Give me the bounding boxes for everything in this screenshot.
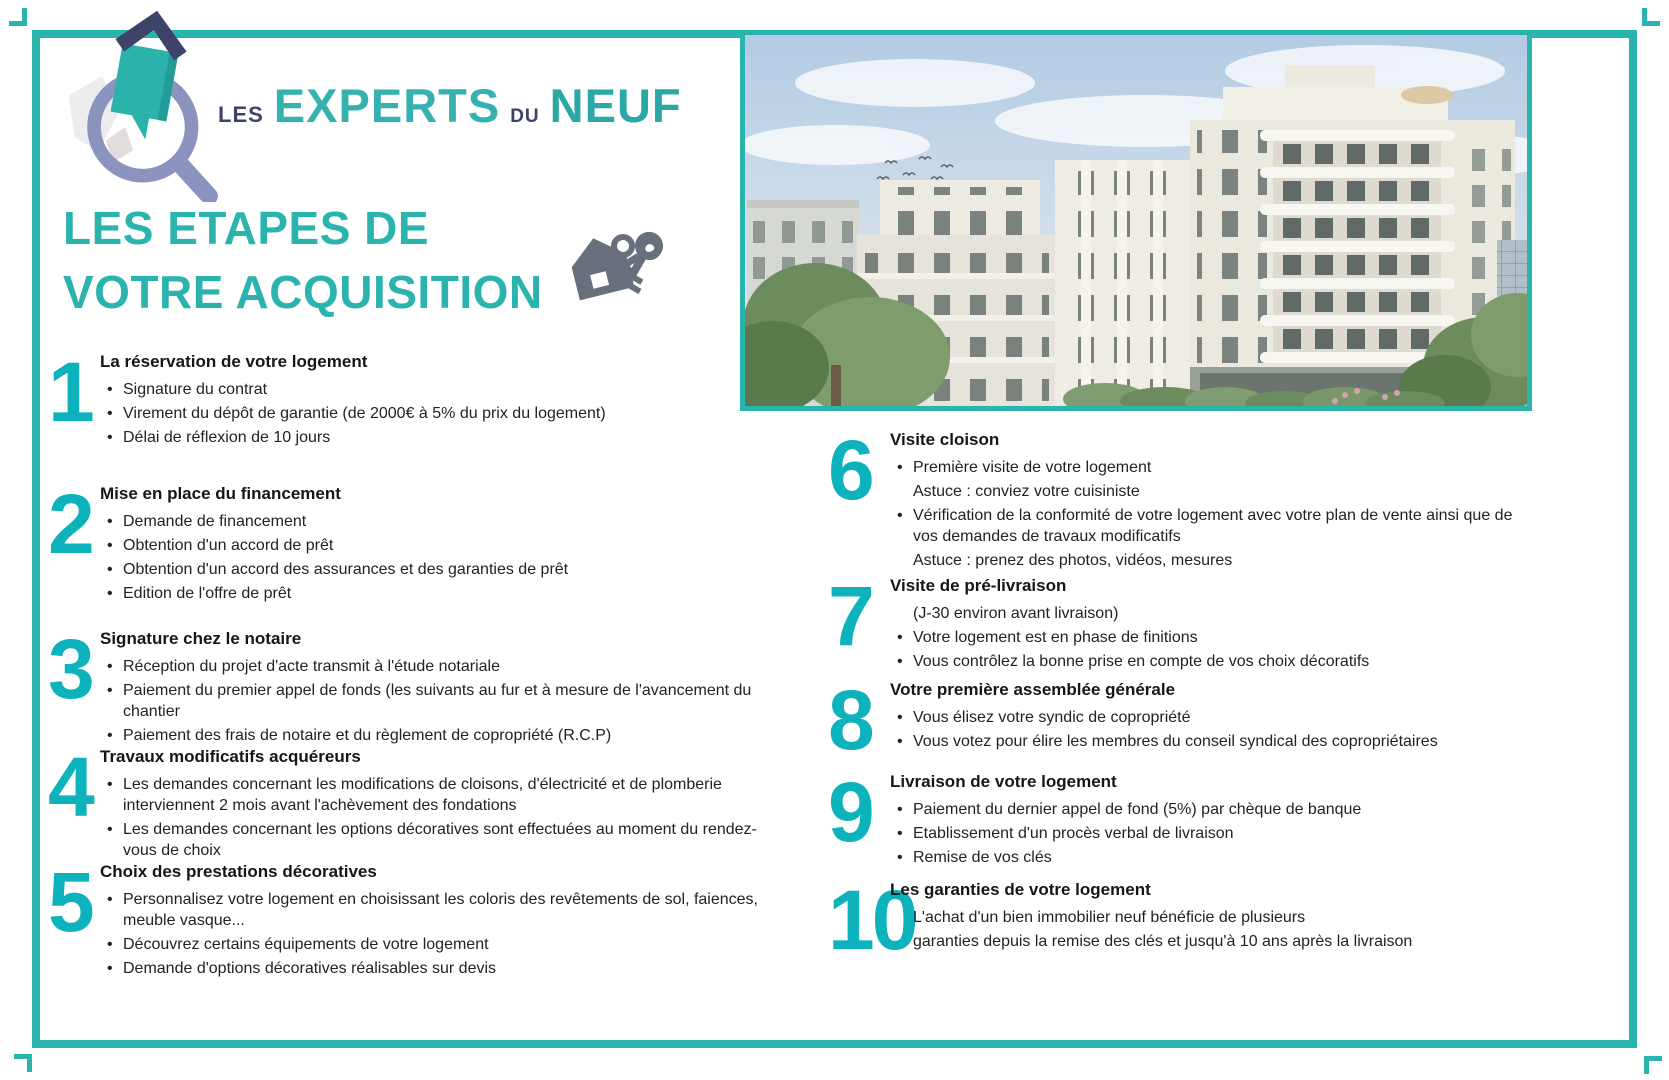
step-7-content xyxy=(890,576,1515,675)
step-10-number: 10 xyxy=(828,873,916,967)
building-illustration xyxy=(745,35,1527,406)
bullet-icon: • xyxy=(107,429,113,446)
step-8-item-2-text: Vous votez pour élire les membres du conseil syndical des copropriétaires xyxy=(913,733,1438,750)
step-2-item-4 xyxy=(100,583,790,604)
step-6-number: 6 xyxy=(828,423,872,517)
step-3-item-2 xyxy=(100,680,790,722)
step-1 xyxy=(48,345,790,451)
step-5 xyxy=(48,855,790,982)
bullet-icon: • xyxy=(107,960,113,977)
step-2-item-2-text: Obtention d'un accord de prêt xyxy=(123,537,334,554)
step-10-item-2 xyxy=(890,931,1515,952)
step-3-item-3 xyxy=(100,725,790,746)
bullet-icon: • xyxy=(897,733,903,750)
step-5-item-2 xyxy=(100,934,790,955)
step-2-content xyxy=(100,484,790,607)
step-9 xyxy=(828,765,1515,871)
step-1-item-2-text: Virement du dépôt de garantie (de 2000€ à 5% du prix du logement) xyxy=(123,405,606,422)
step-2 xyxy=(48,477,790,607)
step-3-item-3-text: Paiement des frais de notaire et du règlement de copropriété (R.C.P) xyxy=(123,727,612,744)
step-10-item-2-text: garanties depuis la remise des clés et jusqu'à 10 ans après la livraison xyxy=(913,933,1413,950)
bullet-icon: • xyxy=(897,629,903,646)
step-9-item-3-text: Remise de vos clés xyxy=(913,849,1052,866)
step-4-item-2-text: Les demandes concernant les options décoratives sont effectuées au moment du rendez-vous de choix xyxy=(123,821,757,859)
step-4-item-1 xyxy=(100,774,790,816)
step-6-content xyxy=(890,430,1515,574)
step-9-item-1-text: Paiement du dernier appel de fond (5%) par chèque de banque xyxy=(913,801,1362,818)
step-1-heading: La réservation de votre logement xyxy=(100,352,368,371)
step-9-item-2 xyxy=(890,823,1515,844)
step-5-number: 5 xyxy=(48,855,92,949)
logo-text xyxy=(218,78,682,133)
step-7-item-1 xyxy=(890,603,1515,624)
step-5-content xyxy=(100,862,790,982)
logo-du: DU xyxy=(510,106,540,127)
step-7-number: 7 xyxy=(828,569,872,663)
step-5-item-1-text: Personnalisez votre logement en choisissant les coloris des revêtements de sol, faiences, meuble vasque... xyxy=(123,891,758,929)
bullet-icon: • xyxy=(897,653,903,670)
bullet-icon: • xyxy=(107,936,113,953)
step-9-heading: Livraison de votre logement xyxy=(890,772,1117,791)
house-keys-icon xyxy=(560,218,672,310)
bullet-icon: • xyxy=(897,709,903,726)
bullet-icon: • xyxy=(107,891,113,908)
step-6-item-4 xyxy=(890,550,1515,571)
page-title-line2: VOTRE ACQUISITION xyxy=(63,266,543,318)
step-8-number: 8 xyxy=(828,673,872,767)
corner-mark-bottom-left xyxy=(14,1054,32,1072)
step-4 xyxy=(48,740,790,864)
logo xyxy=(50,0,710,200)
step-5-heading: Choix des prestations décoratives xyxy=(100,862,377,881)
step-4-item-2 xyxy=(100,819,790,861)
bullet-icon: • xyxy=(897,459,903,476)
bullet-icon: • xyxy=(107,682,113,699)
step-9-item-3 xyxy=(890,847,1515,868)
bullet-icon: • xyxy=(107,405,113,422)
step-8-item-1-text: Vous élisez votre syndic de copropriété xyxy=(913,709,1191,726)
step-1-item-1-text: Signature du contrat xyxy=(123,381,268,398)
step-4-number: 4 xyxy=(48,740,92,834)
step-8-heading: Votre première assemblée générale xyxy=(890,680,1176,699)
corner-mark-top-left xyxy=(9,8,27,26)
page-title xyxy=(63,196,543,324)
step-2-item-3 xyxy=(100,559,790,580)
bullet-icon: • xyxy=(107,658,113,675)
step-2-item-1 xyxy=(100,511,790,532)
corner-mark-bottom-right xyxy=(1644,1056,1662,1074)
step-4-item-1-text: Les demandes concernant les modifications de cloisons, d'électricité et de plomberie interviennent 2 mois avant l'achèvement des fondations xyxy=(123,776,722,814)
step-2-item-4-text: Edition de l'offre de prêt xyxy=(123,585,292,602)
step-9-item-1 xyxy=(890,799,1515,820)
step-6-item-3 xyxy=(890,505,1515,547)
step-1-item-3 xyxy=(100,427,790,448)
step-7 xyxy=(828,569,1515,675)
step-10-item-1 xyxy=(890,907,1515,928)
logo-neuf: NEUF xyxy=(549,79,682,132)
bullet-icon: • xyxy=(107,537,113,554)
step-10-item-1-text: L'achat d'un bien immobilier neuf bénéficie de plusieurs xyxy=(913,909,1306,926)
step-3-number: 3 xyxy=(48,622,92,716)
bullet-icon: • xyxy=(897,825,903,842)
step-7-item-2 xyxy=(890,627,1515,648)
bullet-icon: • xyxy=(107,821,113,838)
step-1-number: 1 xyxy=(48,345,92,439)
step-1-item-1 xyxy=(100,379,790,400)
step-1-item-2 xyxy=(100,403,790,424)
step-10-heading: Les garanties de votre logement xyxy=(890,880,1151,899)
step-5-item-3 xyxy=(100,958,790,979)
step-1-item-3-text: Délai de réflexion de 10 jours xyxy=(123,429,331,446)
step-6-item-1 xyxy=(890,457,1515,478)
page-title-line1: LES ETAPES DE xyxy=(63,202,430,254)
step-6 xyxy=(828,423,1515,574)
house-magnifier-icon xyxy=(52,2,220,202)
step-10-content xyxy=(890,880,1515,955)
step-9-content xyxy=(890,772,1515,871)
step-10 xyxy=(828,873,1515,967)
step-6-item-3-text: Vérification de la conformité de votre logement avec votre plan de vente ainsi que de vos demandes de travaux modificatifs xyxy=(913,507,1513,545)
step-3-item-2-text: Paiement du premier appel de fonds (les suivants au fur et à mesure de l'avancement du chantier xyxy=(123,682,752,720)
building-photo xyxy=(740,30,1532,411)
step-6-heading: Visite cloison xyxy=(890,430,1000,449)
step-7-item-1-text: (J-30 environ avant livraison) xyxy=(913,605,1119,622)
step-3-item-1 xyxy=(100,656,790,677)
step-6-item-1-text: Première visite de votre logement xyxy=(913,459,1152,476)
step-6-item-4-text: Astuce : prenez des photos, vidéos, mesures xyxy=(913,552,1233,569)
step-7-heading: Visite de pré-livraison xyxy=(890,576,1067,595)
bullet-icon: • xyxy=(897,507,903,524)
step-7-item-3 xyxy=(890,651,1515,672)
step-8-item-1 xyxy=(890,707,1515,728)
bullet-icon: • xyxy=(107,727,113,744)
step-4-content xyxy=(100,747,790,864)
step-2-item-3-text: Obtention d'un accord des assurances et des garanties de prêt xyxy=(123,561,569,578)
logo-experts: EXPERTS xyxy=(273,79,501,132)
step-3-item-1-text: Réception du projet d'acte transmit à l'étude notariale xyxy=(123,658,500,675)
step-9-number: 9 xyxy=(828,765,872,859)
step-3 xyxy=(48,622,790,749)
logo-les: LES xyxy=(218,102,264,127)
step-5-item-1 xyxy=(100,889,790,931)
bullet-icon: • xyxy=(897,801,903,818)
bullet-icon: • xyxy=(107,513,113,530)
bullet-icon: • xyxy=(107,585,113,602)
corner-mark-top-right xyxy=(1642,8,1660,26)
step-8-content xyxy=(890,680,1515,755)
step-8-item-2 xyxy=(890,731,1515,752)
step-4-heading: Travaux modificatifs acquéreurs xyxy=(100,747,361,766)
step-5-item-3-text: Demande d'options décoratives réalisables sur devis xyxy=(123,960,497,977)
bullet-icon: • xyxy=(107,381,113,398)
step-3-heading: Signature chez le notaire xyxy=(100,629,302,648)
step-3-content xyxy=(100,629,790,749)
bullet-icon: • xyxy=(107,776,113,793)
step-5-item-2-text: Découvrez certains équipements de votre logement xyxy=(123,936,489,953)
step-7-item-3-text: Vous contrôlez la bonne prise en compte de vos choix décoratifs xyxy=(913,653,1370,670)
step-1-content xyxy=(100,352,790,451)
bullet-icon: • xyxy=(897,849,903,866)
step-2-item-1-text: Demande de financement xyxy=(123,513,307,530)
step-7-item-2-text: Votre logement est en phase de finitions xyxy=(913,629,1198,646)
step-8 xyxy=(828,673,1515,767)
step-6-item-2-text: Astuce : conviez votre cuisiniste xyxy=(913,483,1140,500)
step-9-item-2-text: Etablissement d'un procès verbal de livraison xyxy=(913,825,1234,842)
step-2-heading: Mise en place du financement xyxy=(100,484,341,503)
bullet-icon: • xyxy=(107,561,113,578)
step-6-item-2 xyxy=(890,481,1515,502)
step-2-number: 2 xyxy=(48,477,92,571)
step-2-item-2 xyxy=(100,535,790,556)
